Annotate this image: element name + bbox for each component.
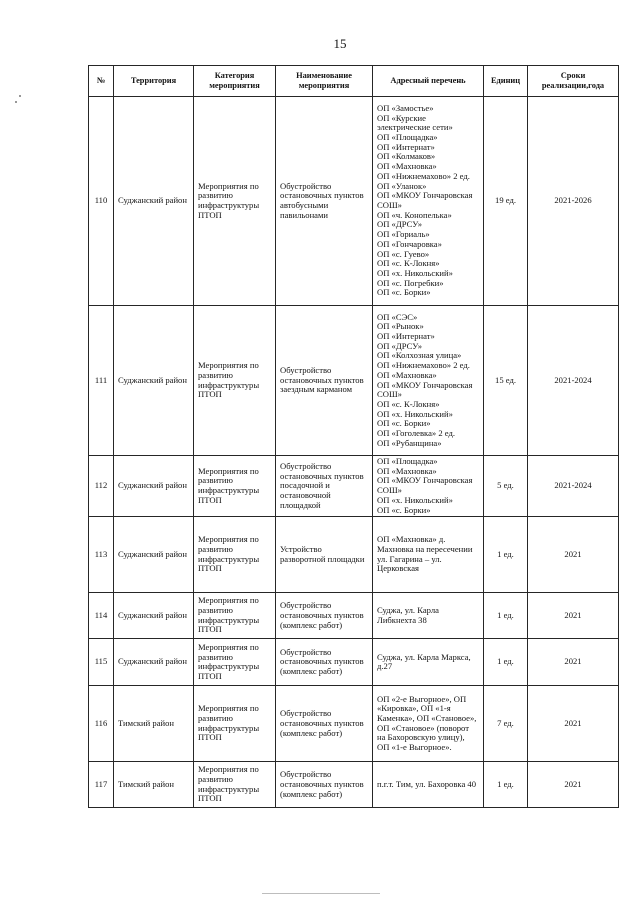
cell-units: 1 ед. <box>484 593 528 639</box>
address-item: Суджа, ул. Карла Либкнехта 38 <box>377 605 439 625</box>
address-item: ОП «Гончаровка» <box>377 238 442 249</box>
address-item: ОП «Нижнемахово» 2 ед. <box>377 170 470 181</box>
table-row <box>89 517 619 593</box>
table-row <box>89 639 619 686</box>
cell-address-list <box>373 97 484 306</box>
header-measure-name: Наименование мероприятия <box>276 66 373 97</box>
address-item: ОП «МКОУ Гончаровская СОШ» <box>377 379 473 400</box>
cell-address-list <box>373 517 484 593</box>
cell-units: 1 ед. <box>484 762 528 808</box>
cell-address-list <box>373 456 484 517</box>
table-row <box>89 593 619 639</box>
cell-units: 5 ед. <box>484 456 528 517</box>
address-item: Суджа, ул. Карла Маркса, д.27 <box>377 651 471 672</box>
address-item: ОП «СЭС» <box>377 311 418 322</box>
cell-number: 116 <box>89 686 114 762</box>
address-item: ОП «с. Погребки» <box>377 277 444 288</box>
header-period: Сроки реализации,года <box>528 66 619 97</box>
address-item: ОП «Уланок» <box>377 180 427 191</box>
address-item: ОП «Махновка» <box>377 369 437 380</box>
address-item: ОП «Гоголевка» 2 ед. <box>377 428 455 439</box>
address-item: ОП «Гориаль» <box>377 229 430 240</box>
address-item: ОП «Рубанщина» <box>377 437 442 448</box>
cell-units: 7 ед. <box>484 686 528 762</box>
address-item: ОП «ч. Конопелька» <box>377 209 452 220</box>
address-item: ОП «Колмаков» <box>377 151 436 162</box>
address-item: ОП «Махновка» д. Махновка на пересечении ул. Гагарина – ул. Церковская <box>377 534 473 574</box>
cell-period: 2021 <box>528 593 619 639</box>
cell-address-list <box>373 306 484 456</box>
cell-category: Мероприятия по развитию инфраструктуры ПТОП <box>194 456 276 517</box>
header-address-list: Адресный перечень <box>373 66 484 97</box>
address-item: ОП «МКОУ Гончаровская СОШ» <box>377 190 473 210</box>
cell-category: Мероприятия по развитию инфраструктуры ПТОП <box>194 639 276 686</box>
table-header-row <box>89 66 619 97</box>
cell-territory: Суджанский район <box>114 517 194 593</box>
cell-period: 2021-2024 <box>528 306 619 456</box>
cell-measure-name: Обустройство остановочных пунктов (комплекс работ) <box>276 686 373 762</box>
cell-territory: Тимский район <box>114 762 194 808</box>
cell-territory: Тимский район <box>114 686 194 762</box>
address-item: ОП «с. Борки» <box>377 418 431 429</box>
header-units: Единиц <box>484 66 528 97</box>
address-item: ОП «Махновка» <box>377 161 437 172</box>
cell-category: Мероприятия по развитию инфраструктуры ПТОП <box>194 593 276 639</box>
measures-table <box>88 65 619 808</box>
cell-units: 1 ед. <box>484 517 528 593</box>
address-item: ОП «х. Никольский» <box>377 408 453 419</box>
address-item: ОП «Интернат» <box>377 330 435 341</box>
cell-number: 115 <box>89 639 114 686</box>
cell-units: 15 ед. <box>484 306 528 456</box>
table-row <box>89 686 619 762</box>
address-item: ОП «Площадка» <box>377 132 438 143</box>
cell-units: 1 ед. <box>484 639 528 686</box>
cell-period: 2021 <box>528 517 619 593</box>
address-item: ОП «Колхозная улица» <box>377 350 462 361</box>
address-item: ОП «2-е Выгорное», ОП «Кировка», ОП «1-я Каменка», ОП «Становое», ОП «Становое» (поворот на Бахоровскую улицу), ОП «1-е Выгорное». <box>377 693 477 753</box>
table-row <box>89 456 619 517</box>
scan-speck <box>19 95 21 97</box>
address-item: ОП «Интернат» <box>377 141 435 152</box>
cell-category: Мероприятия по развитию инфраструктуры ПТОП <box>194 762 276 808</box>
cell-address-list <box>373 686 484 762</box>
cell-address-list <box>373 762 484 808</box>
table-body <box>89 97 619 808</box>
cell-measure-name: Устройство разворотной площадки <box>276 517 373 593</box>
table-row <box>89 97 619 306</box>
address-item: ОП «Площадка» <box>377 456 438 466</box>
cell-number: 113 <box>89 517 114 593</box>
cell-number: 114 <box>89 593 114 639</box>
cell-number: 111 <box>89 306 114 456</box>
header-category: Категория мероприятия <box>194 66 276 97</box>
address-item: ОП «Рынок» <box>377 321 424 332</box>
cell-territory: Суджанский район <box>114 97 194 306</box>
cell-number: 110 <box>89 97 114 306</box>
cell-category: Мероприятия по развитию инфраструктуры ПТОП <box>194 686 276 762</box>
table-row <box>89 762 619 808</box>
scan-artifact-line <box>262 893 380 894</box>
cell-period: 2021-2024 <box>528 456 619 517</box>
cell-measure-name: Обустройство остановочных пунктов (комплекс работ) <box>276 762 373 808</box>
cell-measure-name: Обустройство остановочных пунктов заездным карманом <box>276 306 373 456</box>
cell-territory: Суджанский район <box>114 593 194 639</box>
cell-address-list <box>373 639 484 686</box>
address-item: ОП «с. Борки» <box>377 504 431 515</box>
header-number: № <box>89 66 114 97</box>
address-item: ОП «Замостье» <box>377 102 434 113</box>
cell-units: 19 ед. <box>484 97 528 306</box>
cell-territory: Суджанский район <box>114 306 194 456</box>
table-row <box>89 306 619 456</box>
address-item: ОП «х. Никольский» <box>377 494 453 505</box>
address-item: ОП «с. К-Локня» <box>377 258 440 269</box>
cell-period: 2021-2026 <box>528 97 619 306</box>
address-item: ОП «ДРСУ» <box>377 340 423 351</box>
header-territory: Территория <box>114 66 194 97</box>
address-item: ОП «МКОУ Гончаровская СОШ» <box>377 475 473 496</box>
cell-category: Мероприятия по развитию инфраструктуры ПТОП <box>194 97 276 306</box>
cell-territory: Суджанский район <box>114 456 194 517</box>
address-item: ОП «с. Борки» <box>377 287 431 298</box>
cell-territory: Суджанский район <box>114 639 194 686</box>
cell-number: 117 <box>89 762 114 808</box>
cell-category: Мероприятия по развитию инфраструктуры ПТОП <box>194 517 276 593</box>
cell-address-list <box>373 593 484 639</box>
cell-number: 112 <box>89 456 114 517</box>
cell-measure-name: Обустройство остановочных пунктов (комплекс работ) <box>276 593 373 639</box>
address-item: ОП «Нижнемахово» 2 ед. <box>377 360 470 371</box>
cell-period: 2021 <box>528 762 619 808</box>
cell-period: 2021 <box>528 686 619 762</box>
cell-measure-name: Обустройство остановочных пунктов (комплекс работ) <box>276 639 373 686</box>
address-item: ОП «с. Гуево» <box>377 248 430 259</box>
page-number: 15 <box>333 36 347 51</box>
cell-measure-name: Обустройство остановочных пунктов посадочной и остановочной площадкой <box>276 456 373 517</box>
address-item: ОП «ДРСУ» <box>377 219 423 230</box>
scan-speck <box>15 101 17 103</box>
cell-category: Мероприятия по развитию инфраструктуры ПТОП <box>194 306 276 456</box>
address-item: ОП «Курские электрические сети» <box>377 112 453 133</box>
address-item: ОП «х. Никольский» <box>377 267 453 278</box>
address-item: ОП «с. К-Локня» <box>377 398 440 409</box>
cell-period: 2021 <box>528 639 619 686</box>
cell-measure-name: Обустройство остановочных пунктов автобусными павильонами <box>276 97 373 306</box>
address-item: ОП «Махновка» <box>377 465 437 476</box>
address-item: п.г.т. Тим, ул. Бахоровка 40 <box>377 778 476 789</box>
